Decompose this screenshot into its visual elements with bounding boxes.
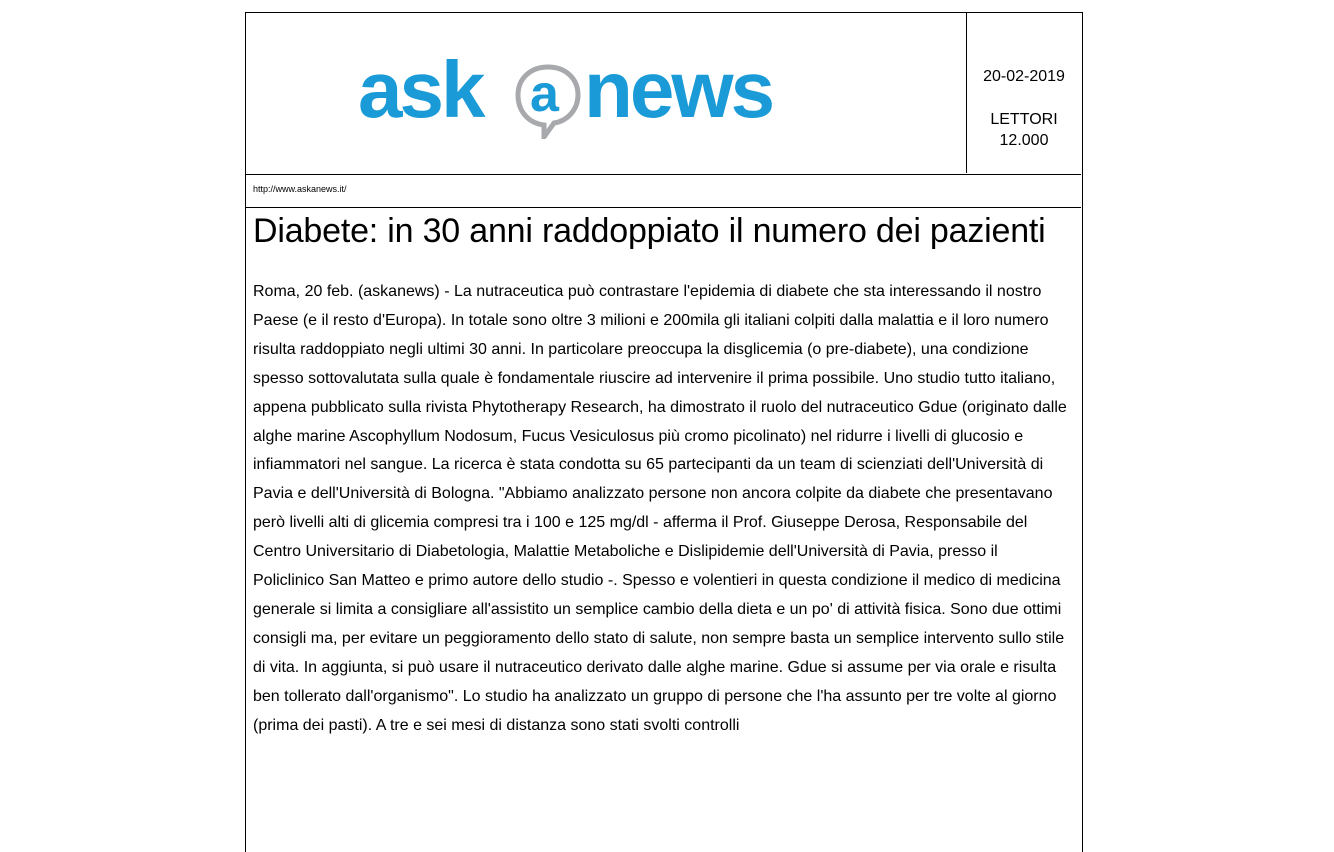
svg-text:a: a (530, 65, 559, 123)
readers-label: LETTORI (990, 111, 1058, 128)
source-url-bar (246, 175, 1081, 208)
masthead (246, 13, 1081, 175)
svg-text:ask: ask (358, 49, 483, 134)
svg-text:news: news (584, 49, 773, 134)
article-title: Diabete: in 30 anni raddoppiato il numero dei pazienti (253, 212, 1046, 250)
logo-cell (246, 13, 967, 173)
article-body: Roma, 20 feb. (askanews) - La nutraceutica può contrastare l'epidemia di diabete che sta interessando il nostro Paese (e il resto d'Europa). In totale sono oltre 3 milioni e 200mila gli italiani colpiti dalla malattia e il loro numero risulta raddoppiato negli ultimi 30 anni. In particolare preoccupa la disglicemia (o pre-diabete), una condizione spesso sottovalutata sulla quale è fondamentale riuscire ad intervenire il prima possibile. Uno studio tutto italiano, appena pubblicato sulla rivista Phytotherapy Research, ha dimostrato il ruolo del nutraceutico Gdue (originato dalle alghe marine Ascophyllum Nodosum, Fucus Vesiculosus più cromo picolinato) nel ridurre i livelli di glucosio e infiammatori nel sangue. La ricerca è stata condotta su 65 partecipanti da un team di scienziati dell'Università di Pavia e dell'Università di Bologna. "Abbiamo analizzato persone non ancora colpite da diabete che presentavano però livelli alti di glicemia compresi tra i 100 e 125 mg/dl - afferma il Prof. Giuseppe Derosa, Responsabile del Centro Universitario di Diabetologia, Malattie Metaboliche e Dislipidemie dell'Università di Pavia, presso il Policlinico San Matteo e primo autore dello studio -. Spesso e volentieri in questa condizione il medico di medicina generale si limita a consigliare all'assistito un semplice cambio della dieta e un po' di attività fisica. Sono due ottimi consigli ma, per evitare un peggioramento dello stato di salute, non sempre basta un semplice intervento sullo stile di vita. In aggiunta, si può usare il nutraceutico derivato dalle alghe marine. Gdue si assume per via orale e risulta ben tollerato dall'organismo". Lo studio ha analizzato un gruppo di persone che l'ha assunto per tre volte al giorno (prima dei pasti). A tre e sei mesi di distanza sono stati svolti controlli (253, 283, 1067, 734)
publication-date: 20-02-2019 (983, 68, 1065, 85)
askanews-logo (358, 49, 858, 139)
clipping-meta (967, 13, 1081, 173)
source-url[interactable]: http://www.askanews.it/ (253, 184, 347, 194)
article (253, 210, 1075, 741)
press-clipping-page (245, 12, 1083, 852)
readers-count: 12.000 (999, 132, 1049, 149)
